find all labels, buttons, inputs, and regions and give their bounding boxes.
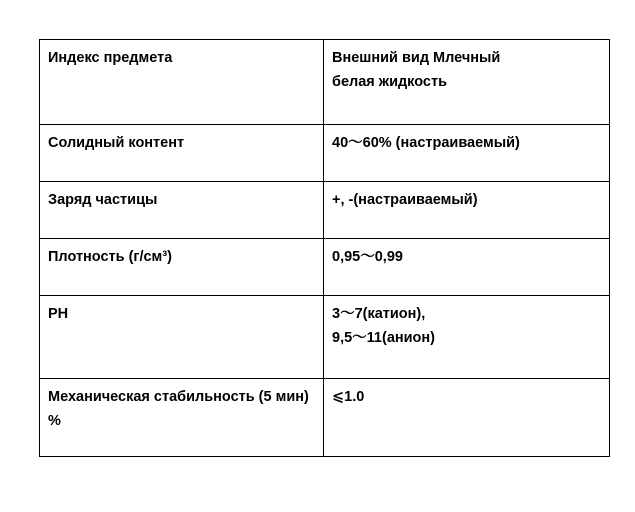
param-cell-ph: PH xyxy=(40,296,324,379)
param-cell-solid-content: Солидный контент xyxy=(40,125,324,182)
value-line: 3～7(катион), xyxy=(332,306,426,322)
value-line: ⩽1.0 xyxy=(332,389,365,405)
value-line: 40～60% (настраиваемый) xyxy=(332,135,520,151)
value-line: Внешний вид Млечный xyxy=(332,50,501,66)
value-cell-mechanical-stability xyxy=(324,379,610,457)
value-line: белая жидкость xyxy=(332,74,447,90)
value-cell-particle-charge xyxy=(324,182,610,239)
value-line: 0,95～0,99 xyxy=(332,249,403,265)
value-cell-ph xyxy=(324,296,610,379)
specification-table xyxy=(39,39,610,457)
table-row xyxy=(40,40,610,125)
value-line: 9,5～11(анион) xyxy=(332,330,435,346)
value-cell-density xyxy=(324,239,610,296)
table-row xyxy=(40,379,610,457)
param-cell-mechanical-stability: Механическая стабильность (5 мин) % xyxy=(40,379,324,457)
param-cell-particle-charge: Заряд частицы xyxy=(40,182,324,239)
value-cell-solid-content xyxy=(324,125,610,182)
value-cell-appearance xyxy=(324,40,610,125)
table-row xyxy=(40,182,610,239)
param-cell-density: Плотность (г/см³) xyxy=(40,239,324,296)
param-cell-item-index: Индекс предмета xyxy=(40,40,324,125)
value-line: +, -(настраиваемый) xyxy=(332,192,478,208)
table-row xyxy=(40,125,610,182)
table-row xyxy=(40,239,610,296)
table-row xyxy=(40,296,610,379)
